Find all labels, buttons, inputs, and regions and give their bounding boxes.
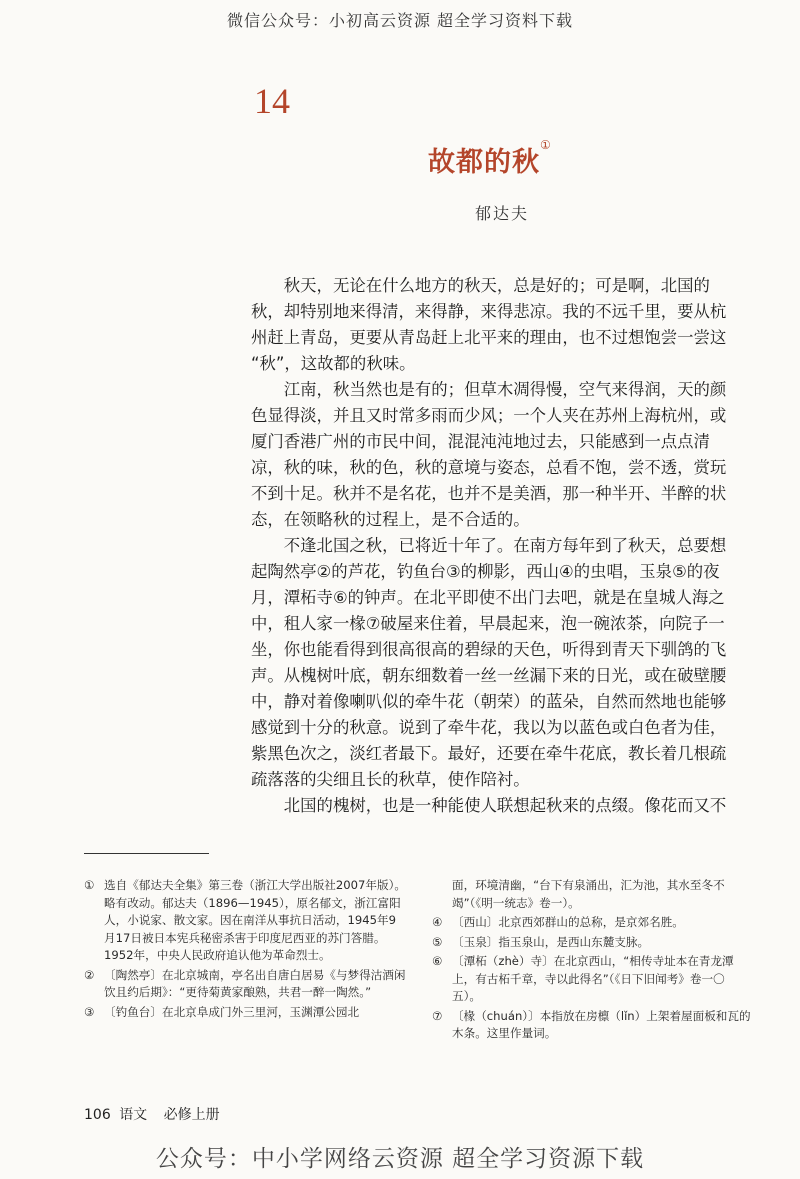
watermark-top: 微信公众号：小初高云资源 超全学习资料下载 [226,11,574,30]
footnote-marker [432,877,452,912]
body-line: 州赶上青岛，更要从青岛赶上北平来的理由，也不过想饱尝一尝这 [251,328,727,347]
footnote [84,877,406,965]
body-line: 坐，你也能看得到很高很高的碧绿的天色，听得到青天下驯鸽的飞 [251,640,727,659]
footnote-marker: ② [84,967,95,982]
footer-book: 必修上册 [163,1107,220,1123]
footnote-text: 〔椽（chuán）〕本指放在房檩（lǐn）上架着屋面板和瓦的木条。这里作量词。 [452,1008,751,1040]
body-line: 秋天，无论在什么地方的秋天，总是好的；可是啊，北国的 [251,276,710,295]
footnote [432,1008,752,1043]
body-line: 态，在领略秋的过程上，是不合适的。 [251,510,530,529]
body-line: 色显得淡，并且又时常多雨而少风；一个人夹在苏州上海杭州，或 [251,406,727,425]
footnote [432,877,752,912]
footnote-text: 〔玉泉〕指玉泉山，是西山东麓支脉。 [452,934,650,949]
footnote [84,967,406,1002]
body-line: 起陶然亭②的芦花，钓鱼台③的柳影，西山④的虫唱，玉泉⑤的夜 [251,562,720,581]
footer-subject: 语文 [119,1107,148,1123]
footnote-text: 〔钓鱼台〕在北京阜成门外三里河，玉渊潭公园北 [104,1004,360,1019]
body-line: “秋”，这故都的秋味。 [251,354,416,373]
title-footnote-marker: ① [540,138,552,152]
body-line: 中，租人家一椽⑦破屋来住着，早晨起来，泡一碗浓茶，向院子一 [251,614,725,633]
title-text: 故都的秋 [428,147,540,178]
footnote-text: 〔西山〕北京西郊群山的总称，是京郊名胜。 [452,915,684,929]
footnote-marker: ① [84,878,95,892]
page-footer [84,1104,220,1124]
body-line: 秋，却特别地来得清，来得静，来得悲凉。我的不远千里，要从杭 [251,302,727,321]
footnote [432,934,752,952]
footnote-marker: ③ [84,1004,95,1019]
footnote-text: 〔陶然亭〕在北京城南，亭名出自唐白居易《与梦得沽酒闲饮且约后期》：“更待菊黄家酿熟，共君一醉一陶然。” [104,967,406,999]
footnote-divider [84,853,209,854]
footnote-marker: ⑤ [432,934,443,949]
footnote-text: 〔潭柘（zhè）寺〕在北京西山，“相传寺址本在青龙潭上，有古柘千章，寺以此得名”（《日下旧闻考》卷一〇五）。 [452,954,734,1003]
footnote-text: 面，环境清幽，“台下有泉涌出，汇为池，其水至冬不竭”（《明一统志》卷一）。 [452,878,725,910]
footnote-marker: ④ [432,915,443,929]
chapter-number: 14 [254,81,290,121]
footnote-text: 选自《郁达夫全集》第三卷（浙江大学出版社2007年版）。略有改动。郁达夫（1896—1945），原名郁文，浙江富阳人，小说家、散文家。因在南洋从事抗日活动，1945年9月17日被日本宪兵秘密杀害于印度尼西亚的苏门答腊。1952年，中央人民政府追认他为革命烈士。 [104,878,406,962]
body-line: 感觉到十分的秋意。说到了牵牛花，我以为以蓝色或白色者为佳， [251,718,727,737]
author: 郁达夫 [475,204,530,223]
footnotes-right-column [432,877,752,1045]
body-line: 江南，秋当然也是有的；但草木凋得慢，空气来得润，天的颜 [251,380,727,399]
body-line: 中，静对着像喇叭似的牵牛花（朝荣）的蓝朵，自然而然地也能够 [251,692,727,711]
footnote-marker: ⑥ [432,954,443,968]
footnotes-left-column [84,877,406,1023]
footnote [432,914,752,932]
body-line: 厦门香港广州的市民中间，混混沌沌地过去，只能感到一点点清 [251,432,710,451]
body-line: 紫黑色次之，淡红者最下。最好，还要在牵牛花底，教长着几根疏 [251,744,727,763]
body-line: 月，潭柘寺⑥的钟声。在北平即使不出门去吧，就是在皇城人海之 [251,588,725,607]
body-line: 疏落落的尖细且长的秋草，使作陪衬。 [251,770,530,789]
body-line: 声。从槐树叶底，朝东细数着一丝一丝漏下来的日光，或在破壁腰 [251,666,727,685]
page-number: 106 [84,1107,111,1123]
footnote-marker: ⑦ [432,1008,443,1023]
footnote [84,1004,406,1022]
watermark-bottom: 公众号：中小学网络云资源 超全学习资源下载 [155,1146,645,1172]
body-line: 北国的槐树，也是一种能使人联想起秋来的点缀。像花而又不 [251,796,727,815]
footnote [432,953,752,1006]
page-title [428,140,552,179]
body-line: 凉，秋的味，秋的色，秋的意境与姿态，总看不饱，尝不透，赏玩 [251,458,727,477]
body-line: 不到十足。秋并不是名花，也并不是美酒，那一种半开、半醉的状 [251,484,727,503]
body-line: 不逢北国之秋，已将近十年了。在南方每年到了秋天，总要想 [251,536,727,555]
